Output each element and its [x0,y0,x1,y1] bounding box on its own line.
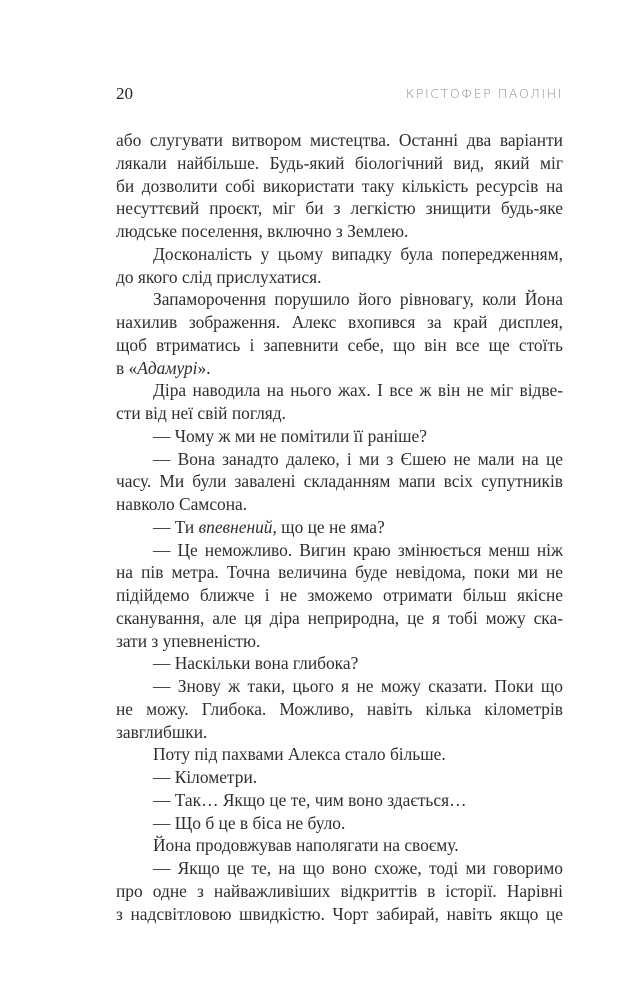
text-line [116,834,563,857]
text-segment: зати з упевненістю. [116,630,261,651]
author-name: КРІСТОФЕР ПАОЛІНІ [405,86,563,101]
text-line [116,402,563,425]
text-segment: Досконалість у цьому випадку була попередженням, [153,243,563,264]
text-segment: підійдемо ближче і не зможемо отримати більш якісне [116,585,563,605]
text-segment: в « [116,357,138,378]
page-number: 20 [116,84,133,103]
text-line [116,243,563,266]
text-segment: до якого слід прислухатися. [116,266,322,287]
text-line [116,675,563,698]
text-line [116,789,563,812]
text-segment: сканування, але ця діра неприродна, це я тобі можу ска- [116,607,563,628]
text-line [116,812,563,835]
text-line [116,288,563,311]
text-line [116,903,563,926]
text-segment: людське поселення, включно з Землею. [116,221,409,241]
text-line [116,175,563,198]
text-segment: — Вона занадто далеко, і ми з Єшею не мали на це [153,448,563,469]
italic-text: впевнений [198,516,273,537]
text-segment: , що це не яма? [272,516,385,537]
text-segment: навколо Самсона. [116,494,248,514]
text-line [116,152,563,175]
text-segment: — Це неможливо. Вигин краю змінюється менш ніж [153,539,563,560]
text-segment: або слугувати витвором мистецтва. Останні два варіанти [116,130,563,150]
text-line [116,129,563,152]
text-segment: щоб втриматись і запевнити себе, що він все ще стоїть [116,334,563,355]
text-segment: — Що б це в біса не було. [153,812,346,833]
text-line [116,857,563,880]
text-segment: про одне з найважливіших відкриттів в історії. Нарівні [116,880,563,901]
text-line [116,197,563,220]
text-line [116,516,563,539]
text-segment: Поту під пахвами Алекса стало більше. [153,744,446,765]
text-line [116,448,563,471]
running-header [116,84,563,106]
text-line [116,220,563,243]
text-line [116,743,563,766]
text-segment: несуттєвий проєкт, міг би з легкістю знищити будь-яке [116,198,563,219]
text-segment: би дозволити собі використати таку кількість ресурсів на [116,175,563,196]
text-segment: Йона продовжував наполягати на своєму. [153,835,459,856]
text-segment: з надсвітловою швидкістю. Чорт забирай, навіть якщо це [116,903,563,924]
text-segment: ». [197,357,211,378]
text-line [116,698,563,721]
text-segment: Діра наводила на нього жах. І все ж він не міг відве- [153,380,563,401]
text-segment: Запаморочення порушило його рівновагу, коли Йона [153,289,563,310]
text-segment: — Знову ж таки, цього я не можу сказати. Поки що [153,676,563,696]
text-line [116,880,563,903]
text-segment: — Так… Якщо це те, чим воно здається… [153,789,467,810]
body-text [116,129,563,925]
text-segment: завглибшки. [116,721,208,742]
text-segment: не можу. Глибока. Можливо, навіть кілька кілометрів [116,698,563,719]
text-segment: — Чому ж ми не помітили її раніше? [153,425,427,446]
text-line [116,334,563,357]
text-segment: — Наскільки вона глибока? [153,653,359,674]
text-line [116,379,563,402]
text-line [116,539,563,562]
text-line [116,607,563,630]
text-line [116,721,563,744]
text-segment: — Ти [153,516,199,537]
text-line [116,561,563,584]
text-segment: — Кілометри. [153,767,258,787]
text-line [116,630,563,653]
text-line [116,766,563,789]
text-segment: — Якщо це те, на що воно схоже, тоді ми говоримо [153,858,563,878]
text-line [116,652,563,675]
text-line [116,493,563,516]
text-line [116,470,563,493]
text-line [116,357,563,380]
italic-text: Адамурі [137,357,198,378]
text-line [116,266,563,289]
text-line [116,311,563,334]
text-segment: сти від неї свій погляд. [116,403,286,423]
text-segment: часу. Ми були завалені складанням мапи всіх супутників [116,471,563,492]
text-segment: на пів метра. Точна величина буде невідома, поки ми не [116,562,563,583]
text-line [116,584,563,607]
text-segment: лякали найбільше. Будь-який біологічний вид, який міг [116,152,563,173]
text-line [116,425,563,448]
text-segment: нахилив зображення. Алекс вхопився за край дисплея, [116,312,563,332]
